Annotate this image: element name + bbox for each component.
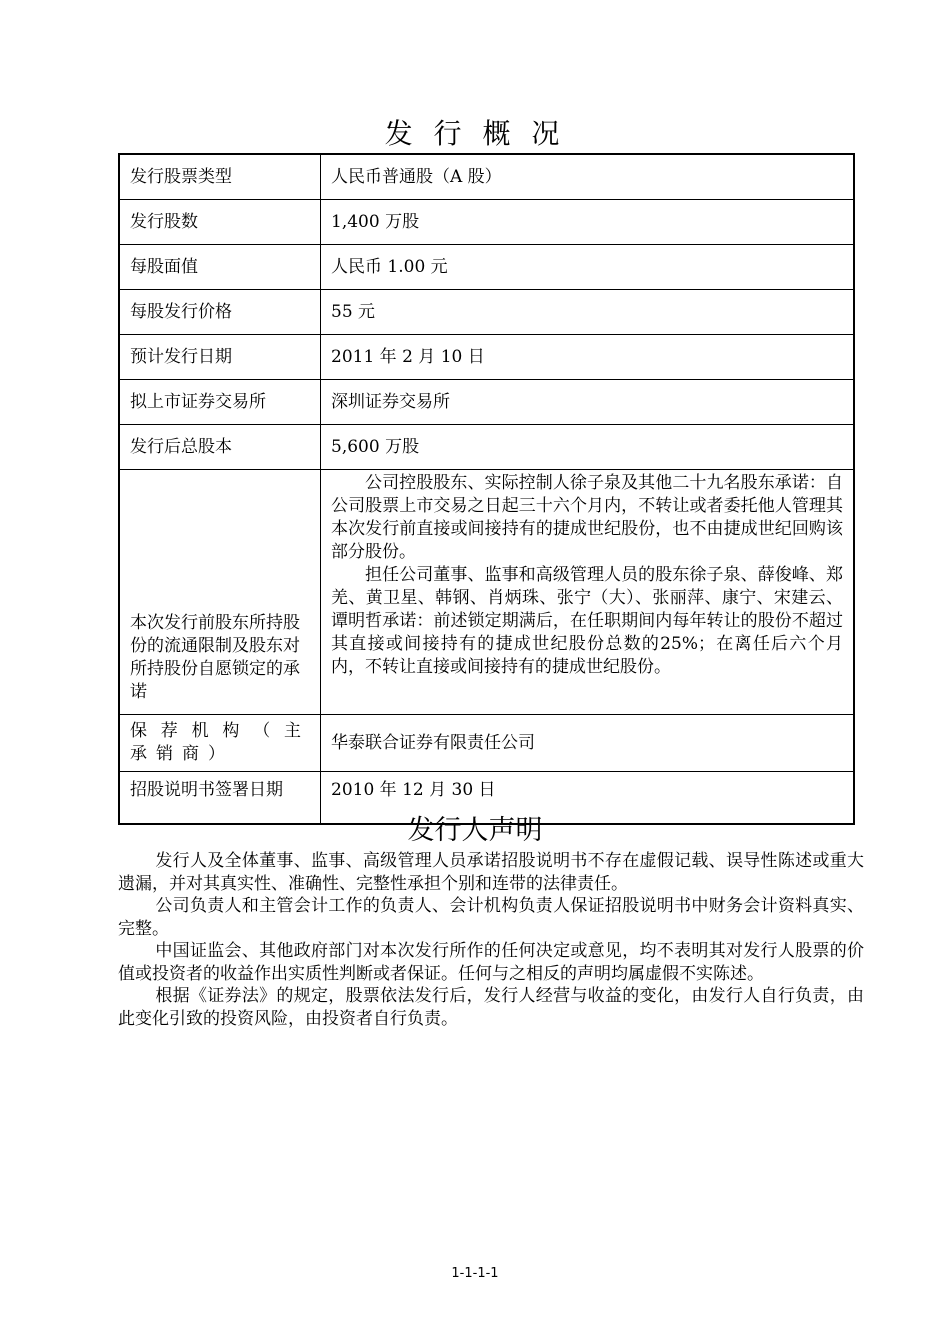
table-row [119,245,854,290]
sponsor-row [119,715,854,772]
declaration-paragraph: 根据《证券法》的规定，股票依法发行后，发行人经营与收益的变化，由发行人自行负责，由此变化引致的投资风险，由投资者自行负责。 [118,986,864,1029]
declaration-title: 发行人声明 [407,815,543,846]
declaration-paragraph: 公司负责人和主管会计工作的负责人、会计机构负责人保证招股说明书中财务会计资料真实、完整。 [118,896,864,939]
overview-title: 发 行 概 况 [384,117,566,150]
table-row [119,200,854,245]
lockup-row [119,470,854,715]
table-row [119,380,854,425]
signing-date-label: 招股说明书签署日期 [119,772,321,825]
row-label: 拟上市证券交易所 [119,380,321,425]
lockup-value [321,470,855,715]
sponsor-label: 保荐机构（主承销商） [119,715,321,772]
signing-date-value: 2010 年 12 月 30 日 [321,772,855,825]
lockup-paragraph: 担任公司董事、监事和高级管理人员的股东徐子泉、薛俊峰、郑羌、黄卫星、韩钢、肖炳珠、张宁（大）、张丽萍、康宁、宋建云、谭明哲承诺：前述锁定期满后，在任职期间内每年转让的股份不超过其直接或间接持有的捷成世纪股份总数的25%；在离任后六个月内，不转让直接或间接持有的捷成世纪股份。 [331,565,843,677]
sponsor-value: 华泰联合证券有限责任公司 [321,715,855,772]
declaration-body [118,850,864,1030]
row-label: 发行股票类型 [119,154,321,200]
row-label: 每股面值 [119,245,321,290]
table-row [119,335,854,380]
declaration-paragraph: 中国证监会、其他政府部门对本次发行所作的任何决定或意见，均不表明其对发行人股票的价值或投资者的收益作出实质性判断或者保证。任何与之相反的声明均属虚假不实陈述。 [118,941,864,984]
row-value: 2011 年 2 月 10 日 [321,335,855,380]
row-label: 预计发行日期 [119,335,321,380]
row-value: 深圳证券交易所 [321,380,855,425]
lockup-label: 本次发行前股东所持股份的流通限制及股东对所持股份自愿锁定的承诺 [119,470,321,715]
row-value: 人民币普通股（A 股） [321,154,855,200]
row-value: 55 元 [321,290,855,335]
row-label: 每股发行价格 [119,290,321,335]
page-number: 1-1-1-1 [451,1266,499,1281]
table-row [119,425,854,470]
row-label: 发行后总股本 [119,425,321,470]
row-label: 发行股数 [119,200,321,245]
row-value: 5,600 万股 [321,425,855,470]
lockup-paragraph: 公司控股股东、实际控制人徐子泉及其他二十九名股东承诺：自公司股票上市交易之日起三十六个月内，不转让或者委托他人管理其本次发行前直接或间接持有的捷成世纪股份，也不由捷成世纪回购该部分股份。 [331,473,843,562]
table-row [119,154,854,200]
row-value: 人民币 1.00 元 [321,245,855,290]
offering-overview-table [118,153,855,825]
declaration-paragraph: 发行人及全体董事、监事、高级管理人员承诺招股说明书不存在虚假记载、误导性陈述或重大遗漏，并对其真实性、准确性、完整性承担个别和连带的法律责任。 [118,851,864,894]
row-value: 1,400 万股 [321,200,855,245]
table-row [119,290,854,335]
